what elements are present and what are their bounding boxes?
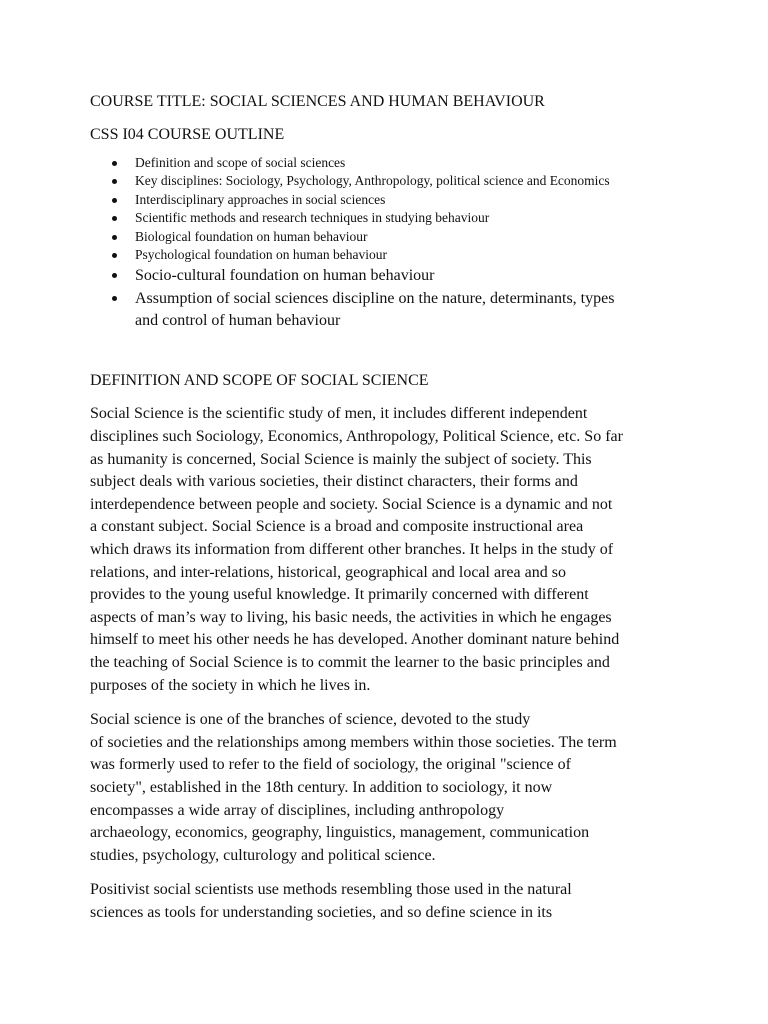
course-outline-heading: CSS I04 COURSE OUTLINE xyxy=(90,126,285,143)
paragraph: Positivist social scientists use methods resembling those used in the natural sciences as tools for understanding societies, and so define science in its xyxy=(90,881,572,921)
outline-item: Scientific methods and research techniques in studying behaviour xyxy=(135,209,680,227)
outline-item: Interdisciplinary approaches in social sciences xyxy=(135,191,680,209)
outline-item: Definition and scope of social sciences xyxy=(135,154,680,172)
paragraph: Social science is one of the branches of science, devoted to the study of societies and the relationships among members within those societies. The term was formerly used to refer to the field of sociology, the original "science of society", established in the 18th century. In addition to sociology, it now encompasses a wide array of disciplines, including anthropology archaeology, economics, geography, linguistics, management, communication studies, psychology, culturology and political science. xyxy=(90,711,617,864)
paragraph: Social Science is the scientific study of men, it includes different independent disciplines such Sociology, Economics, Anthropology, Political Science, etc. So far as humanity is concerned, Social Science is mainly the subject of society. This subject deals with various societies, their distinct characters, their forms and interdependence between people and society. Social Science is a dynamic and not a constant subject. Social Science is a broad and composite instructional area which draws its information from different other branches. It helps in the study of relations, and inter-relations, historical, geographical and local area and so provides to the young useful knowledge. It primarily concerned with different aspects of man’s way to living, his basic needs, the activities in which he engages himself to meet his other needs he has developed. Another dominant nature behind the teaching of Social Science is to commit the learner to the basic principles and purposes of the society in which he lives in. xyxy=(90,405,623,694)
outline-item: Socio-cultural foundation on human behaviour xyxy=(135,265,680,287)
section-heading: DEFINITION AND SCOPE OF SOCIAL SCIENCE xyxy=(90,372,429,390)
outline-item: Key disciplines: Sociology, Psychology, Anthropology, political science and Economics xyxy=(135,172,680,190)
course-title: COURSE TITLE: SOCIAL SCIENCES AND HUMAN BEHAVIOUR xyxy=(90,93,545,110)
outline-item: Biological foundation on human behaviour xyxy=(135,228,680,246)
course-outline-list xyxy=(90,154,680,332)
outline-item: Assumption of social sciences discipline on the nature, determinants, types and control of human behaviour xyxy=(135,288,680,332)
outline-item: Psychological foundation on human behaviour xyxy=(135,246,680,264)
